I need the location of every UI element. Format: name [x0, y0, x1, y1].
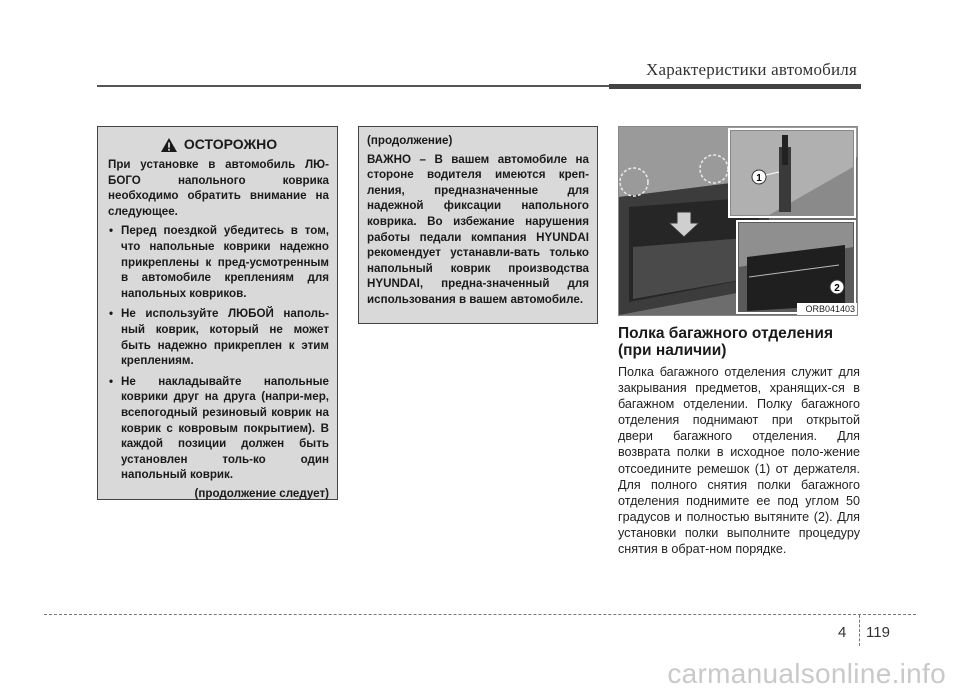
warning-box	[97, 126, 338, 500]
page-number: 119	[866, 624, 890, 641]
watermark: carmanualsonline.info	[667, 658, 946, 689]
bullet-text: Перед поездкой убедитесь в том, что напольные коврики надежно прикреплены к пред-усмотренным в автомобиле креплениям для напольных ковриков.	[121, 224, 329, 300]
bullet-text: Не накладывайте напольные коврики друг на друга (напри-мер, всепогодный резиновый коврик на коврик с ковровым покрытием). В каждой позиции должен быть установлен толь-ко один напольный коврик.	[121, 374, 329, 482]
warning-bullet-list	[108, 223, 329, 483]
list-item	[108, 223, 329, 301]
bullet-text: Не используйте ЛЮБОЙ наполь-ный коврик, который не может быть надежно прикреплен к этим креплениям.	[121, 307, 329, 368]
running-header-title: Характеристики автомобиля	[646, 60, 857, 79]
list-item	[108, 306, 329, 368]
footer-rule	[44, 614, 916, 615]
bullet-dot: •	[109, 307, 114, 321]
cargo-cover-illustration	[619, 127, 857, 315]
continuation-text: ВАЖНО – В вашем автомобиле на стороне водителя имеются креп-ления, предназначенные для надежной фиксации напольного коврика. Во избежание нарушения работы педали компания HYUNDAI рекомендует устанавли-вать только напольный коврик производства HYUNDAI, предна-значенный для использования в вашем автомобиле.	[367, 152, 589, 306]
warning-heading	[108, 137, 329, 153]
continuation-label: (продолжение)	[367, 134, 453, 147]
continued-note: (продолжение следует)	[194, 486, 329, 500]
list-item	[108, 374, 329, 483]
warning-intro: При установке в автомобиль ЛЮ-БОГО напольного коврика необходимо обратить внимание на следующее.	[108, 158, 329, 218]
callout-2: 2	[834, 283, 840, 294]
warning-heading-text: ОСТОРОЖНО	[183, 136, 278, 153]
header-rule-accent	[609, 84, 861, 89]
bullet-dot: •	[109, 224, 114, 238]
bullet-dot: •	[109, 374, 114, 388]
chapter-number: 4	[838, 624, 847, 641]
figure-code: ORB041403	[805, 304, 855, 314]
section-body: Полка багажного отделения служит для закрывания предметов, хранящих-ся в багажном отделении. Полку багажного отделения поднимают при открытой двери багажного отделения. Для возврата полки в исходное поло-жение отсоедините ремешок (1) от держателя. Для полного снятия полки багажного отделения поднимите ее под углом 50 градусов и полностью вытяните (2). Для установки полки выполните процедуру снятия в обрат-ном порядке.	[618, 365, 860, 557]
warning-triangle-icon	[160, 137, 178, 153]
footer-divider	[859, 615, 860, 646]
callout-1: 1	[756, 173, 762, 184]
cargo-cover-figure	[618, 126, 858, 316]
section-title: Полка багажного отделения (при наличии)	[618, 325, 833, 359]
continuation-box	[358, 126, 598, 324]
